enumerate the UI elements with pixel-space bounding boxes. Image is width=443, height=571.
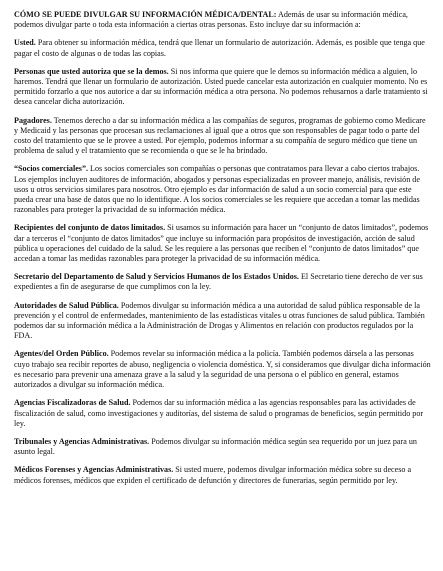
entry-body: Para obtener su información médica, tendrá que llenar un formulario de autorización. Además, es posible que tenga que pagar el costo de algunas o de todas las copias. bbox=[14, 38, 425, 58]
entry-body: Podemos divulgar su información médica a una autoridad de salud pública responsable de la prevención y el control de enfermedades, mantenimiento de las estadísticas vitales u otras funciones de salud pública. También podemos dar su información médica a la Administración de Drogas y Alimentos en relación con productos regulados por la FDA. bbox=[14, 300, 425, 341]
entry-heading: Recipientes del conjunto de datos limitados. bbox=[14, 223, 166, 233]
disclosure-entry-authorized-persons bbox=[14, 67, 431, 108]
entry-heading: Tribunales y Agencias Administrativas. bbox=[14, 436, 150, 446]
entry-heading: Secretario del Departamento de Salud y Servicios Humanos de los Estados Unidos. bbox=[14, 272, 299, 282]
disclosure-entry-law-enforcement bbox=[14, 349, 431, 390]
entry-body: Si usted muere, podemos divulgar información médica sobre su deceso a médicos forenses, médicos que expiden el certificado de defunción y directores de funerarias, según permitido por ley. bbox=[14, 465, 412, 485]
entry-body: El Secretario tiene derecho de ver sus expedientes a fin de asegurarse de que cumplimos con la ley. bbox=[14, 272, 423, 292]
entry-body: Podemos revelar su información médica a la policía. También podemos dársela a las personas cuyo trabajo sea recibir reportes de abuso, negligencia o violencia doméstica. Y, si consideramos que divulgar dicha información es necesario para prevenir una amenaza grave a la salud y la seguridad de una persona o el público en general, estamos autorizados a divulgar su información médica. bbox=[14, 349, 431, 390]
intro-paragraph bbox=[14, 10, 431, 30]
disclosure-entry-hhs-secretary bbox=[14, 272, 431, 292]
entry-body: Si nos informa que quiere que le demos su información médica a alguien, lo haremos. Tendrá que llenar un formulario de autorización. Usted puede cancelar esta autorización en cualquier momento. No es permitido forzarlo a que nos autorice a dar su información médica a otra persona. No podemos rehusarnos a darle tratamiento si desea cancelar dicha autorización. bbox=[14, 66, 428, 107]
disclosure-entry-usted bbox=[14, 38, 431, 58]
entry-body: Los socios comerciales son compañías o personas que contratamos para llevar a cabo ciertos trabajos. Los ejemplos incluyen auditores de información, abogados y personas especializadas en proveer manejo, análisis, revisión de usos u otros servicios similares para nosotros. Otro ejemplo es dar información de salud a un socio comercial para que este pueda crear una base de datos que no lo identifique. A los socios comerciales se les requiere que accedan a tomar las medidas razonables para proteger la privacidad de su información médica. bbox=[14, 164, 420, 215]
disclosure-entry-business-associates bbox=[14, 164, 431, 215]
entry-body: Si usamos su información para hacer un “conjunto de datos limitados”, podemos dar a terceros el “conjunto de datos limitados” que incluye su información para propósitos de investigación, acción de salud pública u operaciones del cuidado de la salud. Se les requiere a las personas que reciben el “conjunto de datos limitados” que accedan a tomar las medidas razonables para proteger la privacidad de su información médica. bbox=[14, 223, 429, 264]
disclosure-entry-health-oversight bbox=[14, 398, 431, 429]
entry-heading: Personas que usted autoriza que se la demos. bbox=[14, 66, 169, 76]
entry-body: Podemos dar su información médica a las agencias responsables para las actividades de fiscalización de salud, como investigaciones y auditorías, del sistema de salud o programas de beneficios, según permitido por ley. bbox=[14, 398, 424, 428]
entry-heading: Autoridades de Salud Pública. bbox=[14, 300, 119, 310]
intro-body: Además de usar su información médica, podemos divulgar parte o toda esta información a ciertas otras personas. Esto incluye dar su información a: bbox=[14, 10, 408, 30]
disclosure-entry-limited-data-set bbox=[14, 223, 431, 264]
entry-heading: Agencias Fiscalizadoras de Salud. bbox=[14, 398, 131, 408]
entry-heading: Pagadores. bbox=[14, 115, 52, 125]
entry-body: Podemos divulgar su información médica según sea requerido por un juez para un asunto legal. bbox=[14, 436, 417, 457]
entry-body: Tenemos derecho a dar su información médica a las compañías de seguros, programas de gobierno como Medicare y Medicaid y las personas que procesan sus reclamaciones al igual que a otros que son responsables de pagar todo o parte del costo del tratamiento que se le provee a usted. Por ejemplo, podemos informar a su compañía de seguro médico que tiene un problema de salud y el tratamiento que se recomienda o que se le ha brindado. bbox=[14, 115, 426, 156]
disclosure-list bbox=[14, 38, 431, 485]
intro-heading: CÓMO SE PUEDE DIVULGAR SU INFORMACIÓN MÉDICA/DENTAL: bbox=[14, 10, 277, 19]
disclosure-entry-courts bbox=[14, 437, 431, 457]
disclosure-entry-payers bbox=[14, 116, 431, 157]
entry-heading: Agentes/del Orden Público. bbox=[14, 349, 109, 359]
disclosure-entry-coroners bbox=[14, 465, 431, 485]
entry-heading: Médicos Forenses y Agencias Administrativas. bbox=[14, 465, 174, 475]
disclosure-entry-public-health bbox=[14, 301, 431, 342]
entry-heading: “Socios comerciales”. bbox=[14, 164, 89, 174]
entry-heading: Usted. bbox=[14, 38, 36, 48]
